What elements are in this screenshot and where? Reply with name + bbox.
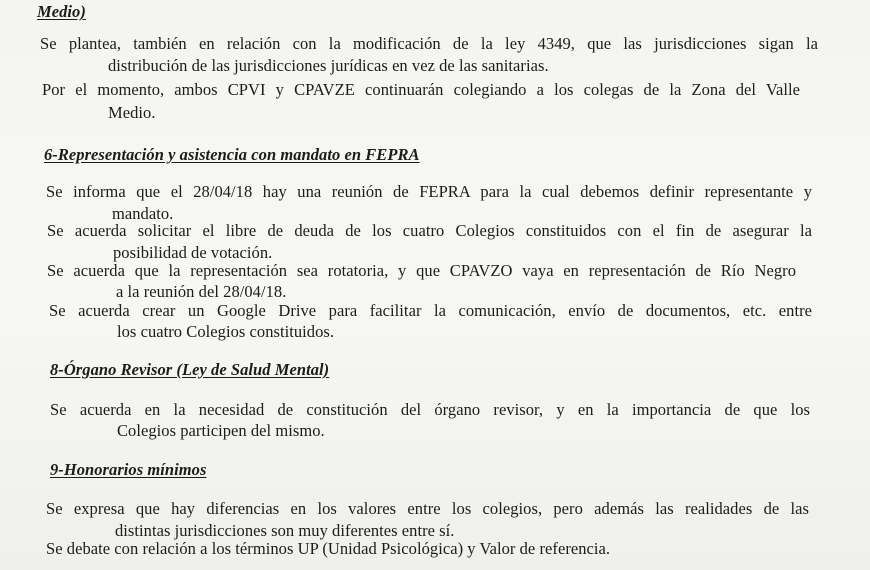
paragraph-line: mandato. bbox=[112, 204, 174, 223]
paragraph-line: distintas jurisdicciones son muy diferentes entre sí. bbox=[115, 521, 455, 540]
section-heading: 6-Representación y asistencia con mandato en FEPRA bbox=[44, 145, 420, 164]
section-heading: 9-Honorarios mínimos bbox=[50, 460, 207, 479]
section-heading-tail: Medio) bbox=[37, 2, 86, 21]
paragraph-line: Medio. bbox=[108, 103, 156, 122]
paragraph-line: posibilidad de votación. bbox=[113, 243, 273, 262]
paragraph-line: Se informa que el 28/04/18 hay una reunión de FEPRA para la cual debemos definir representante y bbox=[46, 182, 812, 201]
paragraph-line: Se debate con relación a los términos UP (Unidad Psicológica) y Valor de referencia. bbox=[46, 539, 611, 558]
paragraph-line: Se acuerda que la representación sea rotatoria, y que CPAVZO vaya en representación de Río Negro bbox=[47, 261, 796, 280]
paragraph-line: Se acuerda solicitar el libre de deuda de los cuatro Colegios constituidos con el fin de asegurar la bbox=[47, 221, 812, 240]
paragraph-line: los cuatro Colegios constituidos. bbox=[117, 322, 335, 341]
paragraph-line: Colegios participen del mismo. bbox=[117, 421, 325, 440]
paragraph-line: Por el momento, ambos CPVI y CPAVZE continuarán colegiando a los colegas de la Zona del Valle bbox=[42, 80, 800, 99]
paragraph-line: Se acuerda en la necesidad de constitución del órgano revisor, y en la importancia de que los bbox=[50, 400, 810, 419]
paragraph-line: Se plantea, también en relación con la modificación de la ley 4349, que las jurisdicciones sigan la bbox=[40, 34, 818, 53]
section-heading: 8-Órgano Revisor (Ley de Salud Mental) bbox=[50, 360, 330, 379]
paragraph-line: Se expresa que hay diferencias en los valores entre los colegios, pero además las realidades de las bbox=[46, 499, 809, 518]
paragraph-line: distribución de las jurisdicciones jurídicas en vez de las sanitarias. bbox=[108, 56, 549, 75]
paragraph-line: a la reunión del 28/04/18. bbox=[116, 282, 287, 301]
paragraph-line: Se acuerda crear un Google Drive para facilitar la comunicación, envío de documentos, etc. entre bbox=[49, 301, 812, 320]
